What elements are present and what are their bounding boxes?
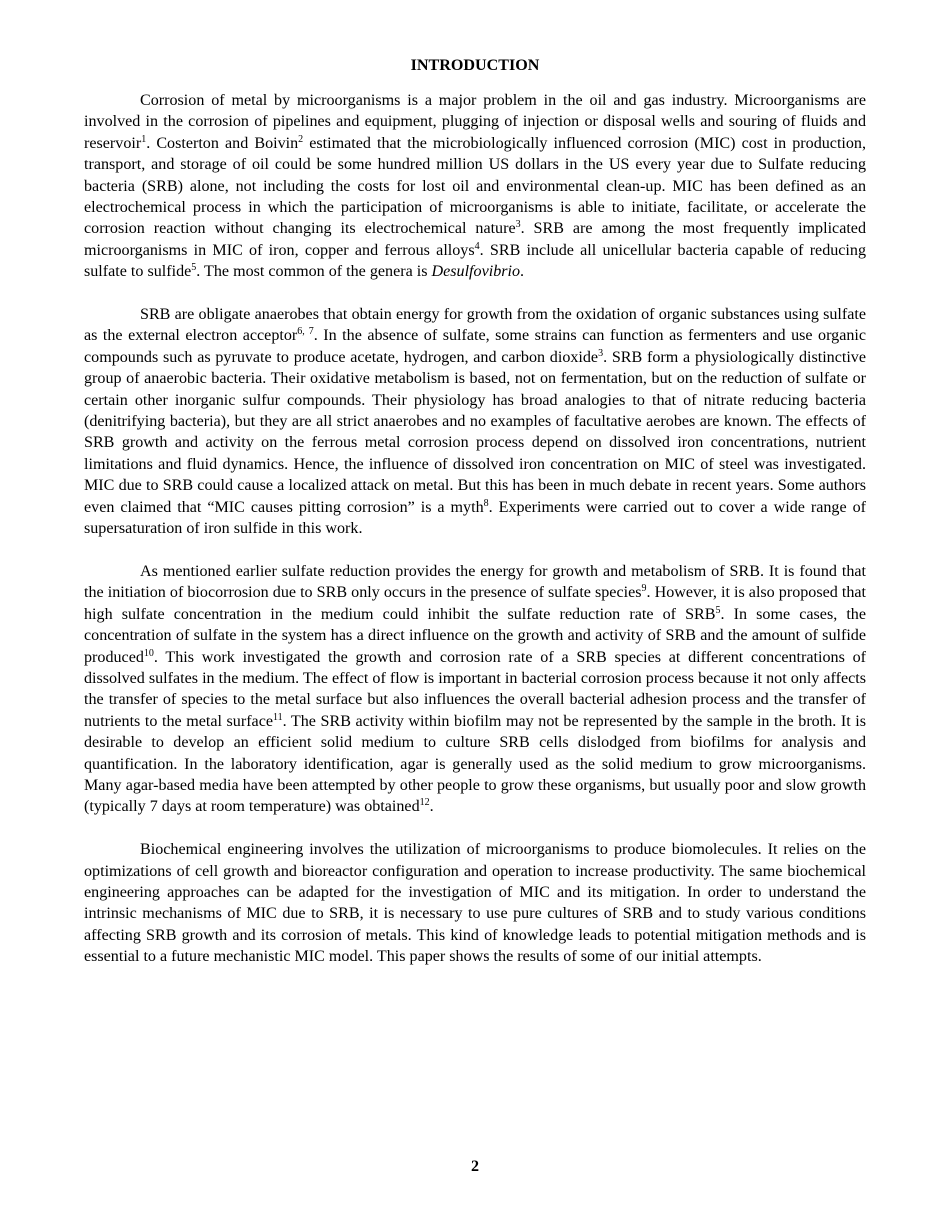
citation-superscript: 5 [715, 604, 721, 616]
citation-superscript: 6, 7 [297, 326, 314, 338]
text-run: . SRB include all unicellular bacteria capable of reducing sulfate to sulfide [84, 241, 866, 281]
text-run: . In some cases, the concentration of sulfate in the system has a direct influence on the growth and activity of SRB and the amount of sulfide produced [84, 605, 866, 666]
text-run: Corrosion of metal by microorganisms is a major problem in the oil and gas industry. Microorganisms are involved in the corrosion of pipelines and equipment, plugging of injection or disposal wells and souring of fluids and reservoir [84, 92, 866, 152]
text-run: Biochemical engineering involves the utilization of microorganisms to produce biomolecules. It relies on the optimizations of cell growth and bioreactor configuration and operation to increase productivity. The same biochemical engineering approaches can be adapted for the investigation of MIC and its mitigation. In order to understand the intrinsic mechanisms of MIC due to SRB, it is necessary to use pure cultures of SRB and to study various conditions affecting SRB growth and its corrosion of metals. This kind of knowledge leads to potential mitigation methods and is essential to a future mechanistic MIC model. This paper shows the results of some of our initial attempts. [84, 841, 866, 966]
italic-text: Desulfovibrio [431, 263, 521, 281]
text-run: . SRB form a physiologically distinctive group of anaerobic bacteria. Their oxidative metabolism is based, not on fermentation, but on the reduction of sulfate or certain other inorganic sulfur compounds. Their physiology has broad analogies to that of nitrate reducing bacteria (denitrifying bacteria), but they are all strict anaerobes and no examples of facultative aerobes are known. The effects of SRB growth and activity on the ferrous metal corrosion process depend on dissolved iron concentrations, nutrient limitations and fluid dynamics. Hence, the influence of dissolved iron concentration on MIC of steel was investigated. MIC due to SRB could cause a localized attack on metal. But this has been in much debate in recent years. Some authors even claimed that “MIC causes pitting corrosion” is a myth [84, 348, 866, 516]
text-run: SRB are obligate anaerobes that obtain energy for growth from the oxidation of organic substances using sulfate as the external electron acceptor [84, 306, 866, 345]
section-heading: INTRODUCTION [410, 57, 540, 74]
text-run: . Costerton and Boivin [146, 134, 299, 152]
citation-superscript: 8 [483, 497, 489, 509]
paragraph-4 [84, 839, 866, 967]
citation-superscript: 5 [191, 262, 197, 274]
citation-superscript: 11 [272, 711, 283, 723]
citation-superscript: 3 [598, 347, 604, 359]
citation-superscript: 1 [141, 133, 147, 145]
paragraph-2 [84, 304, 866, 539]
text-run: . [429, 798, 434, 816]
text-run: As mentioned earlier sulfate reduction provides the energy for growth and metabolism of SRB. It is found that the initiation of biocorrosion due to SRB only occurs in the presence of sulfate species [84, 562, 866, 602]
text-run: . SRB are among the most frequently implicated microorganisms in MIC of iron, copper and ferrous alloys [84, 220, 866, 259]
text-run: . The SRB activity within biofilm may not be represented by the sample in the broth. It is desirable to develop an efficient solid medium to culture SRB cells dislodged from biofilms for analysis and quantification. In the laboratory identification, agar is generally used as the solid medium to grow microorganisms. Many agar-based media have been attempted by other people to grow these organisms, but usually poor and slow growth (typically 7 days at room temperature) was obtained [84, 712, 866, 816]
text-run: . In the absence of sulfate, some strains can function as fermenters and use organic compounds such as pyruvate to produce acetate, hydrogen, and carbon dioxide [84, 327, 866, 366]
text-run: . Experiments were carried out to cover a wide range of supersaturation of iron sulfide in this work. [84, 498, 866, 538]
document-page [84, 54, 866, 989]
text-run: . [520, 263, 525, 281]
citation-superscript: 3 [515, 219, 521, 231]
citation-superscript: 4 [474, 240, 480, 252]
page-number: 2 [470, 1158, 480, 1175]
citation-superscript: 2 [298, 133, 304, 145]
citation-superscript: 9 [641, 583, 647, 595]
text-run: . This work investigated the growth and corrosion rate of a SRB species at different concentrations of dissolved sulfates in the medium. The effect of flow is important in bacterial corrosion process because it not only affects the transfer of species to the metal surface but also influences the overall bacterial adhesion process and the transfer of nutrients to the metal surface [84, 648, 866, 730]
paragraph-3 [84, 561, 866, 818]
text-run: estimated that the microbiologically influenced corrosion (MIC) cost in production, transport, and storage of oil could be some hundred million US dollars in the US every year due to Sulfate reducing bacteria (SRB) alone, not including the costs for lost oil and environmental clean-up. MIC has been defined as an electrochemical process in which the participation of microorganisms is able to initiate, facilitate, or accelerate the corrosion reaction without changing its electrochemical nature [84, 134, 866, 238]
text-run: . The most common of the genera is [196, 263, 432, 281]
citation-superscript: 12 [419, 797, 430, 809]
text-run: . However, it is also proposed that high sulfate concentration in the medium could inhibit the sulfate reduction rate of SRB [84, 584, 866, 623]
citation-superscript: 10 [143, 647, 154, 659]
paragraph-1 [84, 90, 866, 283]
